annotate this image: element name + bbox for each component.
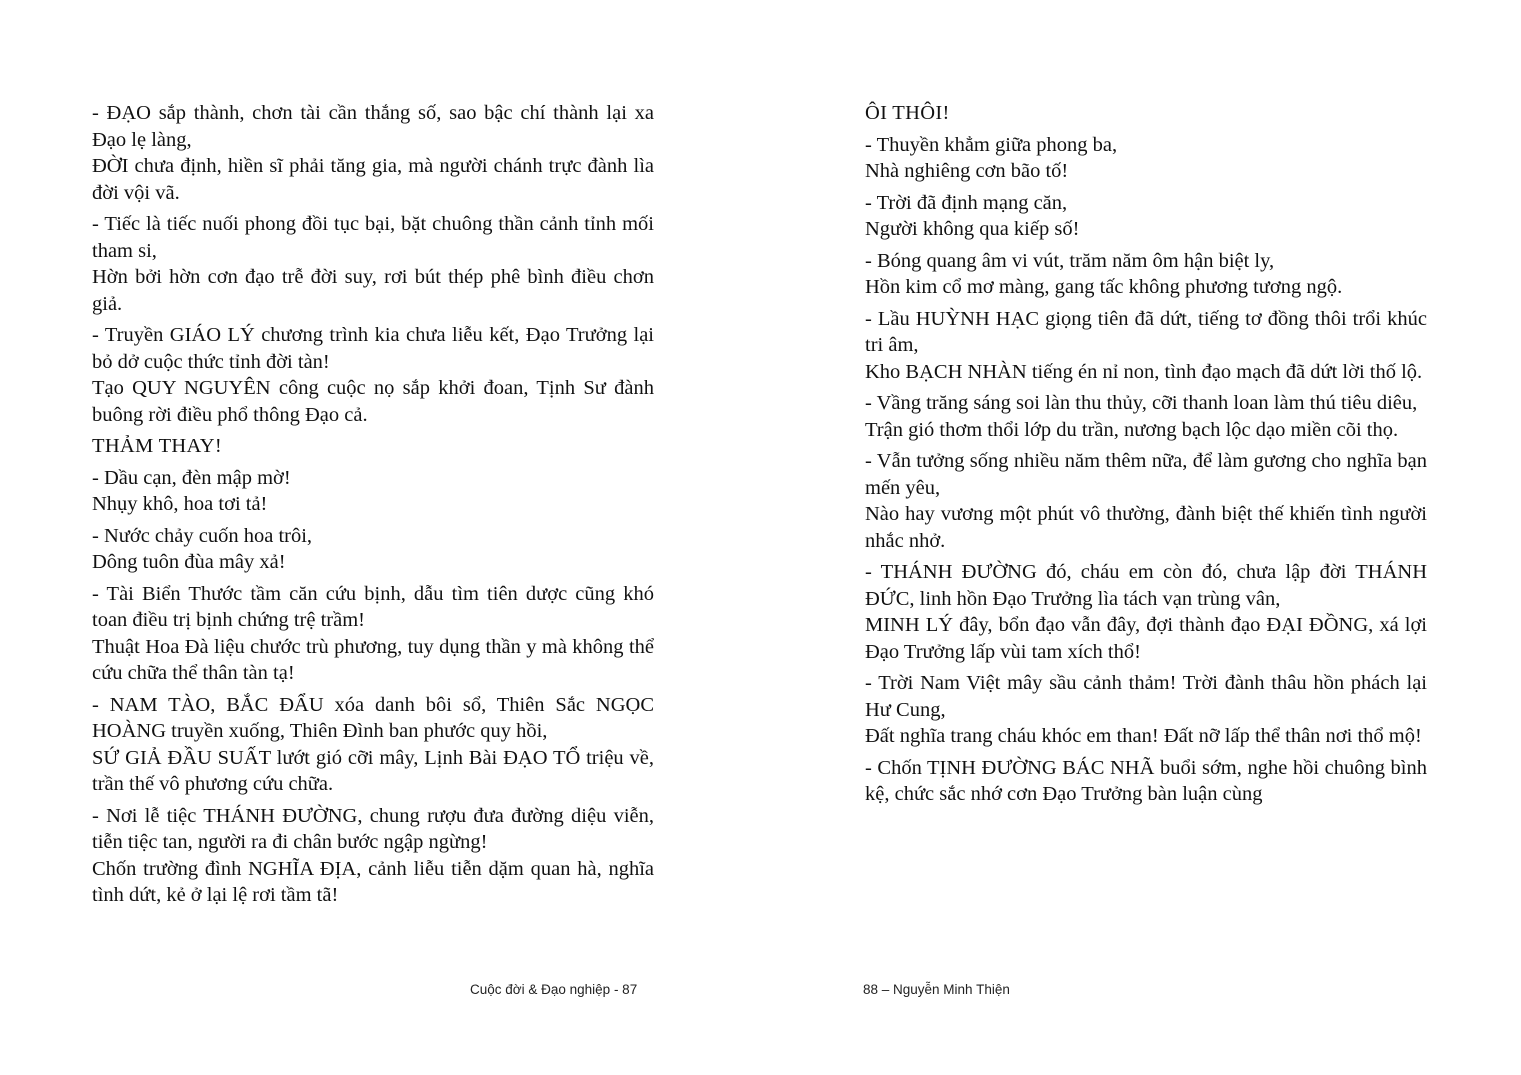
paragraph-line: Đất nghĩa trang cháu khóc em than! Đất nỡ lấp thể thân nơi thổ mộ! [865,725,1422,747]
paragraph-line: Hờn bởi hờn cơn đạo trễ đời suy, rơi bút thép phê bình điều chơn giả. [92,266,654,315]
paragraph-line: - NAM TÀO, BẮC ĐẨU xóa danh bôi sổ, Thiên Sắc NGỌC HOÀNG truyền xuống, Thiên Đình ban phước quy hồi, [92,693,654,742]
paragraph-line: - Dầu cạn, đèn mập mờ! [92,466,291,489]
paragraph-line: Dông tuôn đùa mây xả! [92,551,286,573]
paragraph [865,190,1427,243]
paragraph [865,390,1427,443]
paragraph-line: Kho BẠCH NHÀN tiếng én nỉ non, tình đạo mạch đã dứt lời thố lộ. [865,360,1423,383]
paragraph-line: - Truyền GIÁO LÝ chương trình kia chưa liễu kết, Đạo Trưởng lại bỏ dở cuộc thức tỉnh đời tàn! [92,324,654,373]
paragraph-line: - THÁNH ĐƯỜNG đó, cháu em còn đó, chưa lập đời THÁNH ĐỨC, linh hồn Đạo Trưởng lìa tách vạn trùng vân, [865,561,1427,610]
section-heading: ÔI THÔI! [865,102,950,124]
paragraph-line: Nhà nghiêng cơn bão tố! [865,160,1069,182]
paragraph [92,692,654,798]
paragraph [865,755,1427,808]
paragraph-line: ĐỜI chưa định, hiền sĩ phải tăng gia, mà người chánh trực đành lìa đời vội vã. [92,155,654,204]
paragraph [92,581,654,687]
paragraph-line: - Vầng trăng sáng soi làn thu thủy, cỡi thanh loan làm thú tiêu diêu, [865,392,1418,414]
paragraph-line: - ĐẠO sắp thành, chơn tài cần thắng số, sao bậc chí thành lại xa Đạo lẹ làng, [92,102,654,151]
paragraph-line: Hồn kim cổ mơ màng, gang tấc không phương tương ngộ. [865,276,1343,298]
paragraph-line: Nào hay vương một phút vô thường, đành biệt thế khiến tình người nhắc nhở. [865,503,1427,552]
left-page [92,100,654,914]
paragraph [92,465,654,518]
paragraph-line: - Thuyền khẳm giữa phong ba, [865,133,1118,156]
paragraph [865,132,1427,185]
paragraph-line: - Nước chảy cuốn hoa trôi, [92,524,313,547]
paragraph [865,306,1427,386]
paragraph-line: - Trời đã định mạng căn, [865,191,1068,214]
paragraph-line: Người không qua kiếp số! [865,218,1080,240]
paragraph-line: - Nơi lễ tiệc THÁNH ĐƯỜNG, chung rượu đưa đường diệu viễn, tiễn tiệc tan, người ra đi chân bước ngập ngừng! [92,804,654,853]
paragraph-line: - Bóng quang âm vi vút, trăm năm ôm hận biệt ly, [865,249,1275,272]
page-footer-right: 88 – Nguyễn Minh Thiện [863,982,1010,997]
paragraph-line: MINH LÝ đây, bổn đạo vẫn đây, đợi thành đạo ĐẠI ĐỒNG, xá lợi Đạo Trưởng lấp vùi tam xích thổ! [865,614,1427,663]
page-footer-left: Cuộc đời & Đạo nghiệp - 87 [470,982,638,997]
paragraph [865,670,1427,750]
paragraph-line: Thuật Hoa Đà liệu chước trù phương, tuy dụng thần y mà không thể cứu chữa thể thân tàn tạ! [92,635,654,684]
paragraph [92,322,654,428]
paragraph [92,211,654,317]
paragraph-line: - Vẫn tưởng sống nhiều năm thêm nữa, để làm gương cho nghĩa bạn mến yêu, [865,450,1427,499]
paragraph-line: - Lầu HUỲNH HẠC giọng tiên đã dứt, tiếng tơ đồng thôi trổi khúc tri âm, [865,307,1427,356]
section-heading: THẢM THAY! [92,435,222,457]
paragraph-line: - Tài Biển Thước tầm căn cứu bịnh, dẫu tìm tiên dược cũng khó toan điều trị bịnh chứng trệ trầm! [92,582,654,631]
paragraph-line: Tạo QUY NGUYÊN công cuộc nọ sắp khởi đoan, Tịnh Sư đành buông rời điều phổ thông Đạo cả. [92,377,654,426]
paragraph [92,803,654,909]
paragraph [92,100,654,206]
paragraph [865,559,1427,665]
right-page [865,100,1427,813]
paragraph-line: - Tiếc là tiếc nuối phong đồi tục bại, bặt chuông thần cảnh tỉnh mối tham si, [92,213,654,262]
paragraph-line: - Trời Nam Việt mây sầu cảnh thảm! Trời đành thâu hồn phách lại Hư Cung, [865,672,1427,721]
paragraph-line: Chốn trường đình NGHĨA ĐỊA, cảnh liễu tiễn dặm quan hà, nghĩa tình dứt, kẻ ở lại lệ rơi tầm tã! [92,857,654,906]
paragraph-line: - Chốn TỊNH ĐƯỜNG BÁC NHÃ buổi sớm, nghe hồi chuông bình kệ, chức sắc nhớ cơn Đạo Trưởng bàn luận cùng [865,756,1427,805]
paragraph-line: SỨ GIẢ ĐẦU SUẤT lướt gió cỡi mây, Lịnh Bài ĐẠO TỔ triệu về, trần thế vô phương cứu chữa. [92,746,654,795]
paragraph [865,448,1427,554]
paragraph [865,248,1427,301]
paragraph-line: Nhụy khô, hoa tơi tả! [92,493,268,515]
paragraph [92,523,654,576]
paragraph-line: Trận gió thơm thổi lớp du trần, nương bạch lộc dạo miền cõi thọ. [865,418,1399,441]
